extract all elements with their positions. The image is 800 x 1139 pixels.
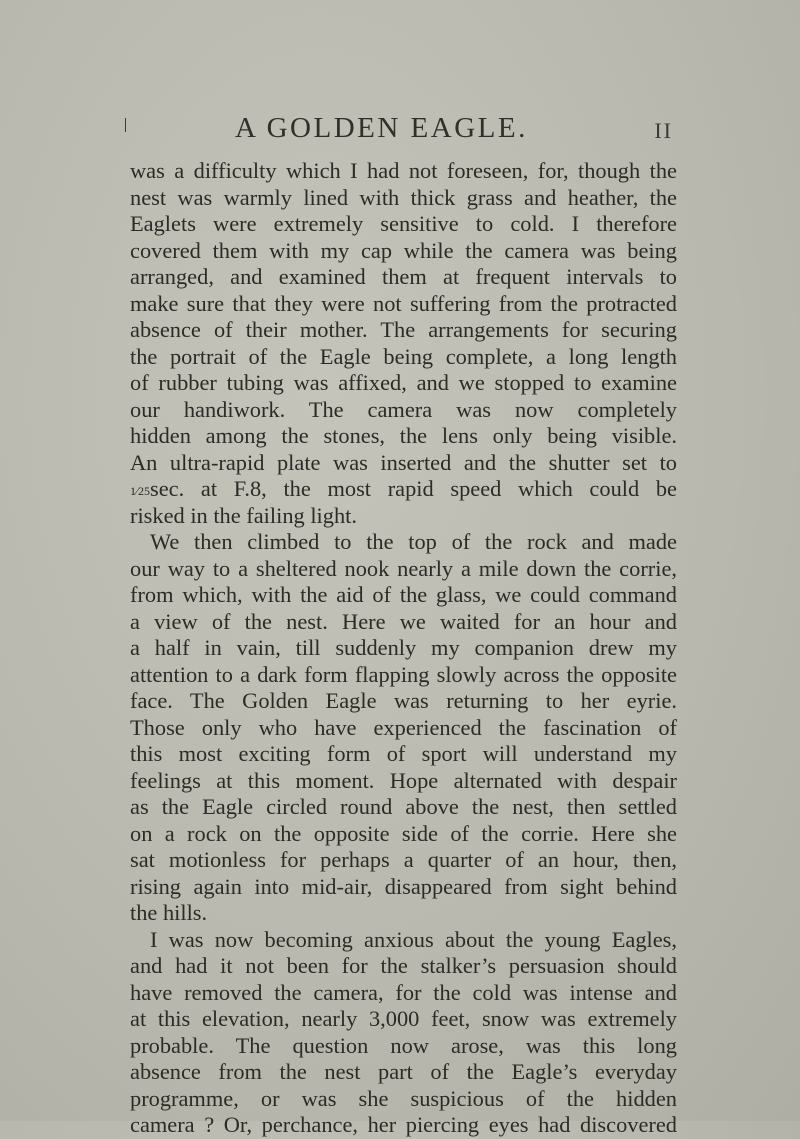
- text-line: of rubber tubing was affixed, and we stopped to examine: [130, 370, 677, 395]
- text-line: was a difficulty which I had not foreseen, for, though the: [130, 158, 677, 183]
- text-line-rest: sec. at F.8, the most rapid speed which could be: [150, 476, 677, 501]
- text-line: covered them with my cap while the camera was being: [130, 237, 677, 263]
- text-line: our handiwork. The camera was now completely: [130, 396, 677, 422]
- text-line: An ultra-rapid plate was inserted and the shutter set to: [130, 449, 677, 475]
- page-number: II: [654, 118, 673, 143]
- text-line: the hills.: [130, 900, 208, 925]
- text-line: have removed the camera, for the cold was intense and: [130, 979, 677, 1005]
- text-line: arranged, and examined them at frequent intervals to: [130, 264, 677, 289]
- text-line: a view of the nest. Here we waited for an hour and: [130, 608, 677, 634]
- text-line: feelings at this moment. Hope alternated with despair: [130, 767, 677, 793]
- text-line: attention to a dark form flapping slowly across the opposite: [130, 661, 677, 687]
- text-line: our way to a sheltered nook nearly a mile down the corrie,: [130, 555, 677, 581]
- text-line: hidden among the stones, the lens only being visible.: [130, 423, 677, 448]
- text-line: this most exciting form of sport will understand my: [130, 741, 677, 766]
- paragraph-first-line: I was now becoming anxious about the young Eagles,: [150, 926, 677, 952]
- text-line: absence from the nest part of the Eagle’s everyday: [130, 1059, 677, 1084]
- text-line: face. The Golden Eagle was returning to her eyrie.: [130, 688, 677, 713]
- margin-mark: [125, 118, 126, 132]
- text-line: probable. The question now arose, was this long: [130, 1032, 677, 1058]
- text-line: nest was warmly lined with thick grass and heather, the: [130, 184, 677, 210]
- text-line: at this elevation, nearly 3,000 feet, snow was extremely: [130, 1006, 677, 1031]
- text-line: Those only who have experienced the fascination of: [130, 714, 677, 740]
- text-line: the portrait of the Eagle being complete, a long length: [130, 343, 677, 369]
- exposure-fraction: 1⁄25: [130, 484, 151, 498]
- chapter-title: A GOLDEN EAGLE.: [235, 112, 528, 144]
- text-line: a half in vain, till suddenly my companion drew my: [130, 635, 677, 660]
- text-line: on a rock on the opposite side of the corrie. Here she: [130, 820, 677, 846]
- paragraph-first-line: We then climbed to the top of the rock and made: [150, 529, 677, 554]
- text-line: as the Eagle circled round above the nest, then settled: [130, 794, 677, 819]
- text-line-with-fraction: [130, 476, 677, 503]
- running-head: [125, 112, 673, 152]
- text-line: Eaglets were extremely sensitive to cold. I therefore: [130, 211, 677, 236]
- text-line: camera ? Or, perchance, her piercing eyes had discovered: [130, 1112, 677, 1137]
- text-line: absence of their mother. The arrangements for securing: [130, 317, 677, 342]
- body-text: [130, 158, 677, 1139]
- text-line: sat motionless for perhaps a quarter of an hour, then,: [130, 847, 677, 872]
- text-line: make sure that they were not suffering from the protracted: [130, 290, 677, 316]
- text-line: programme, or was she suspicious of the hidden: [130, 1085, 677, 1111]
- text-line: rising again into mid-air, disappeared from sight behind: [130, 873, 677, 899]
- text-line: risked in the failing light.: [130, 502, 357, 528]
- text-line: and had it not been for the stalker’s persuasion should: [130, 953, 677, 978]
- text-line: from which, with the aid of the glass, we could command: [130, 582, 677, 607]
